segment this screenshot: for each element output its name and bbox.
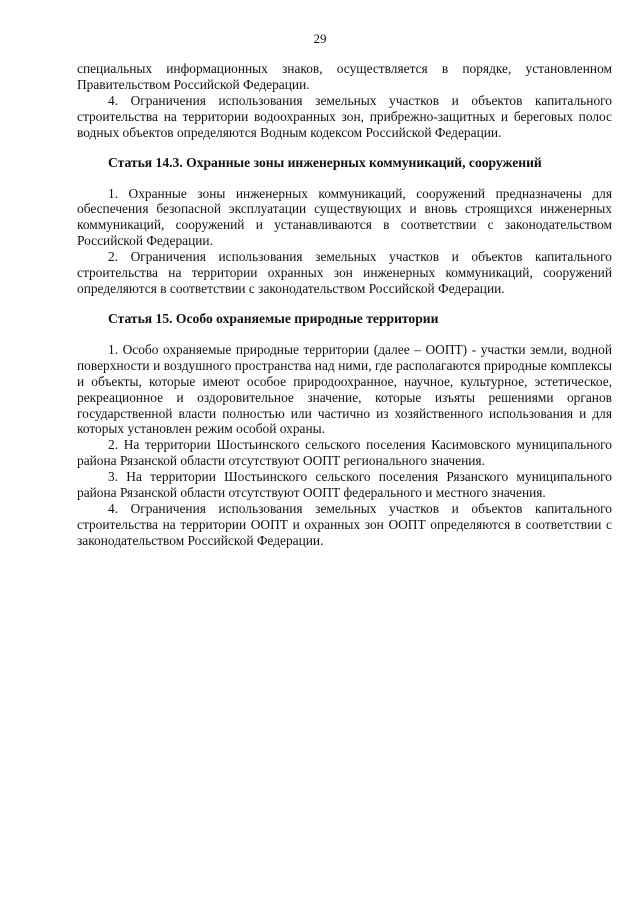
spacer [77, 171, 612, 186]
page-body [77, 61, 612, 549]
page-number: 29 [313, 31, 327, 46]
paragraph-15-3: 3. На территории Шостьинского сельского поселения Рязанского муниципального района Рязанской области отсутствуют ООПТ федерального и местного значения. [77, 469, 612, 501]
paragraph-15-1: 1. Особо охраняемые природные территории (далее – ООПТ) - участки земли, водной поверхности и воздушного пространства над ними, где располагаются природные комплексы и объекты, которые имеют особое природоохранное, научное, культурное, эстетическое, рекреационное и оздоровительное значение, которые изъяты решениями органов государственной власти полностью или частично из хозяйственного использования и для которых установлен режим особой охраны. [77, 341, 612, 437]
paragraph-15-4: 4. Ограничения использования земельных участков и объектов капитального строительства на территории ООПТ и охранных зон ООПТ определяются в соответствии с законодательством Российской Федерации. [77, 500, 612, 548]
spacer [77, 297, 612, 311]
section-heading-15: Статья 15. Особо охраняемые природные территории [108, 310, 439, 326]
paragraph-14-3-2: 2. Ограничения использования земельных участков и объектов капитального строительства на территории охранных зон инженерных коммуникаций, сооружений определяются в соответствии с законодательством Российской Федерации. [77, 249, 612, 296]
paragraph-14-3-1: 1. Охранные зоны инженерных коммуникаций, сооружений предназначены для обеспечения безопасной эксплуатации существующих и вновь строящихся инженерных коммуникаций, сооружений и устанавливаются в соответствии с законодательством Российской Федерации. [77, 185, 612, 249]
spacer [77, 327, 612, 342]
paragraph-15-2: 2. На территории Шостьинского сельского поселения Касимовского муниципального района Рязанской области отсутствуют ООПТ регионального значения. [77, 437, 612, 469]
paragraph-water-protection: 4. Ограничения использования земельных участков и объектов капитального строительства на территории водоохранных зон, прибрежно-защитных и береговых полос водных объектов определяются Водным кодексом Российской Федерации. [77, 92, 612, 140]
spacer [77, 141, 612, 155]
section-heading-14-3: Статья 14.3. Охранные зоны инженерных коммуникаций, сооружений [108, 154, 542, 170]
paragraph-continuation: специальных информационных знаков, осуществляется в порядке, установленном Правительством Российской Федерации. [77, 61, 612, 92]
